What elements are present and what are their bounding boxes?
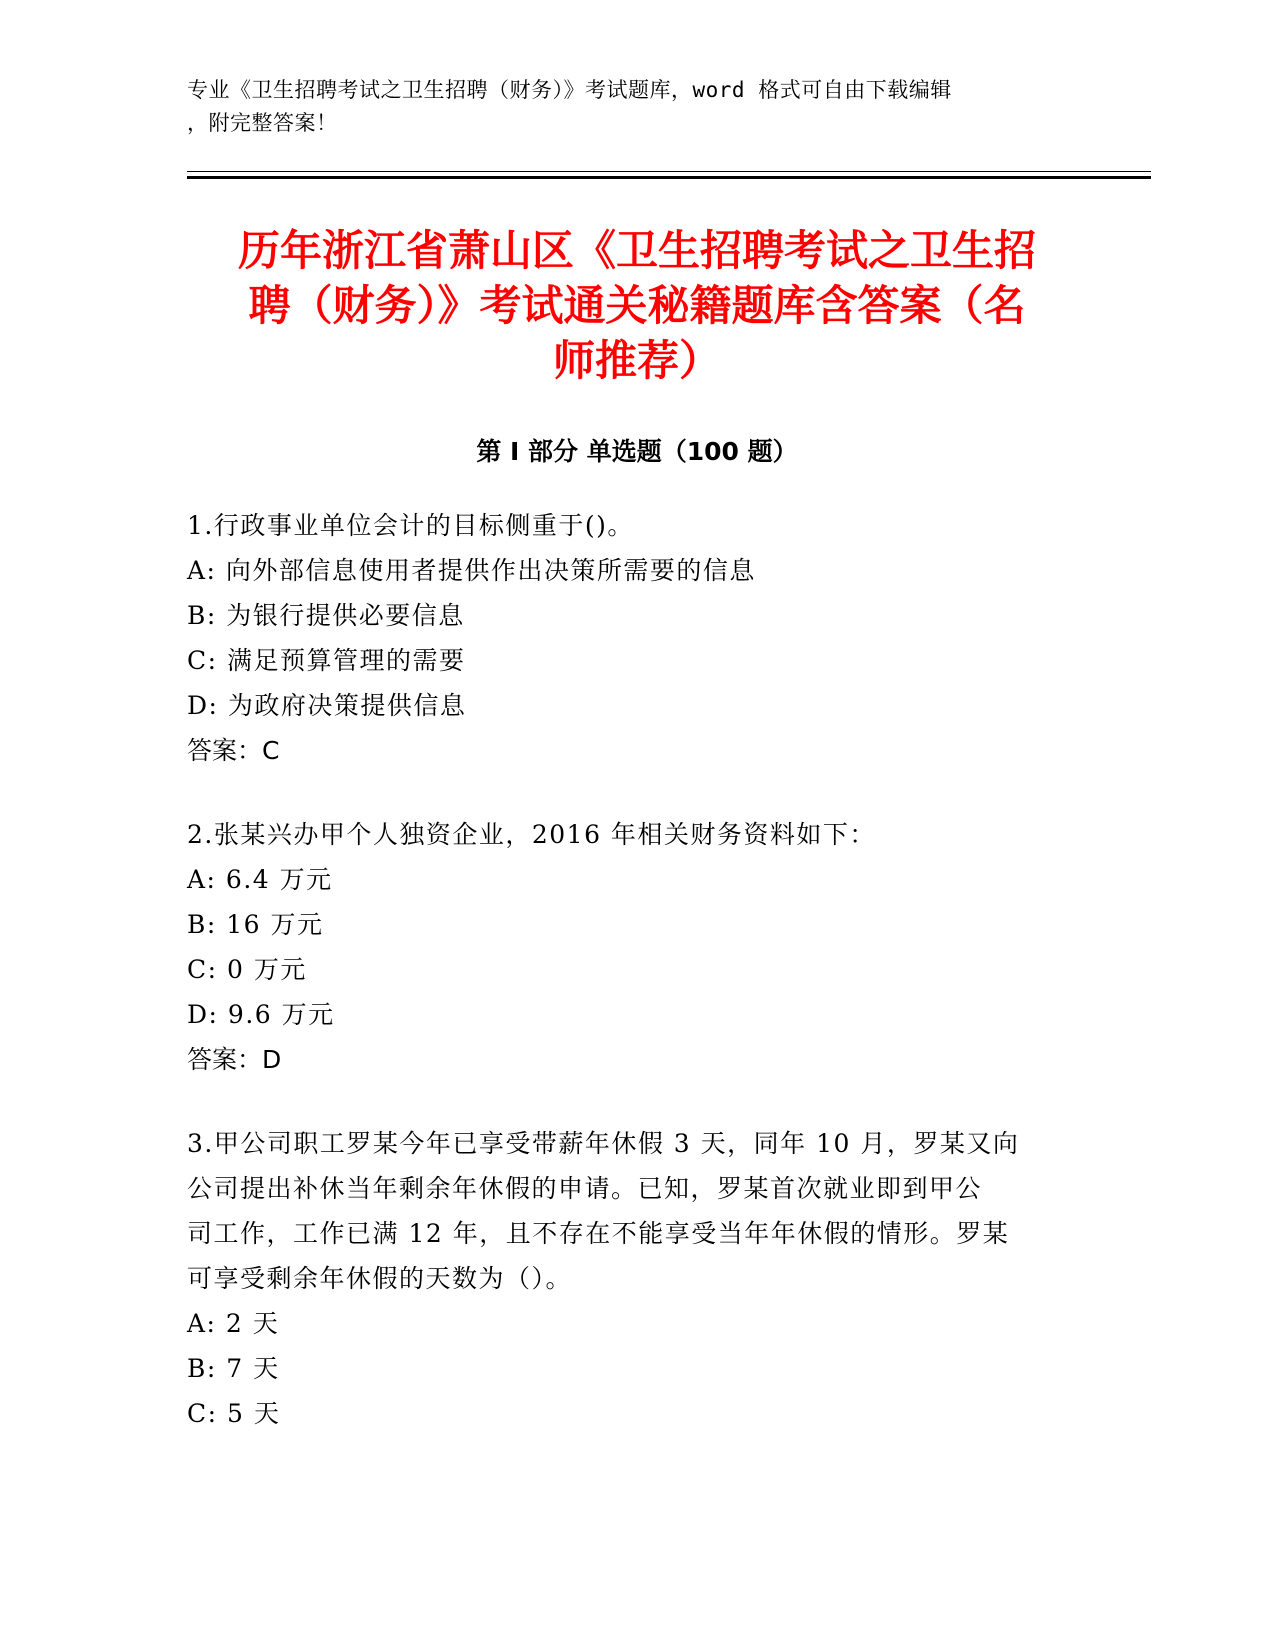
title-line: 聘（财务）》考试通关秘籍题库含答案（名: [248, 281, 1026, 330]
question-stem: 1.行政事业单位会计的目标侧重于()。: [187, 511, 634, 540]
question-stem: 公司提出补休当年剩余年休假的申请。已知，罗某首次就业即到甲公: [187, 1174, 983, 1203]
question-stem: 3.甲公司职工罗某今年已享受带薪年休假 3 天，同年 10 月，罗某又向: [187, 1129, 1020, 1158]
question-3: [187, 1121, 1087, 1436]
option-c: C: 满足预算管理的需要: [187, 646, 466, 675]
option-a: A: 6.4 万元: [187, 865, 333, 894]
answer: 答案：D: [187, 1045, 282, 1074]
question-stem: 司工作，工作已满 12 年，且不存在不能享受当年年休假的情形。罗某: [187, 1219, 1010, 1248]
option-c: C: 0 万元: [187, 955, 307, 984]
header-note-line: 专业《卫生招聘考试之卫生招聘（财务）》考试题库，word 格式可自由下载编辑: [187, 78, 952, 102]
option-b: B: 16 万元: [187, 910, 324, 939]
option-b: B: 为银行提供必要信息: [187, 601, 465, 630]
title-line: 师推荐）: [552, 336, 721, 385]
option-a: A: 向外部信息使用者提供作出决策所需要的信息: [187, 556, 756, 585]
document-title: [187, 223, 1087, 388]
header-note: [187, 74, 1087, 140]
header-note-line: ，附完整答案！: [187, 111, 338, 135]
option-d: D: 为政府决策提供信息: [187, 691, 467, 720]
answer: 答案：C: [187, 736, 280, 765]
option-b: B: 7 天: [187, 1354, 280, 1383]
option-d: D: 9.6 万元: [187, 1000, 335, 1029]
question-stem: 2.张某兴办甲个人独资企业，2016 年相关财务资料如下：: [187, 820, 876, 849]
question-stem: 可享受剩余年休假的天数为（）。: [187, 1264, 573, 1293]
section-title: 第 I 部分 单选题（100 题）: [476, 437, 798, 466]
question-2: [187, 812, 1087, 1082]
option-a: A: 2 天: [187, 1309, 280, 1338]
title-line: 历年浙江省萧山区《卫生招聘考试之卫生招: [237, 226, 1036, 275]
option-c: C: 5 天: [187, 1399, 281, 1428]
header-rule-thin: [187, 171, 1151, 172]
header-rule-thick: [187, 176, 1151, 179]
question-1: [187, 503, 1087, 773]
